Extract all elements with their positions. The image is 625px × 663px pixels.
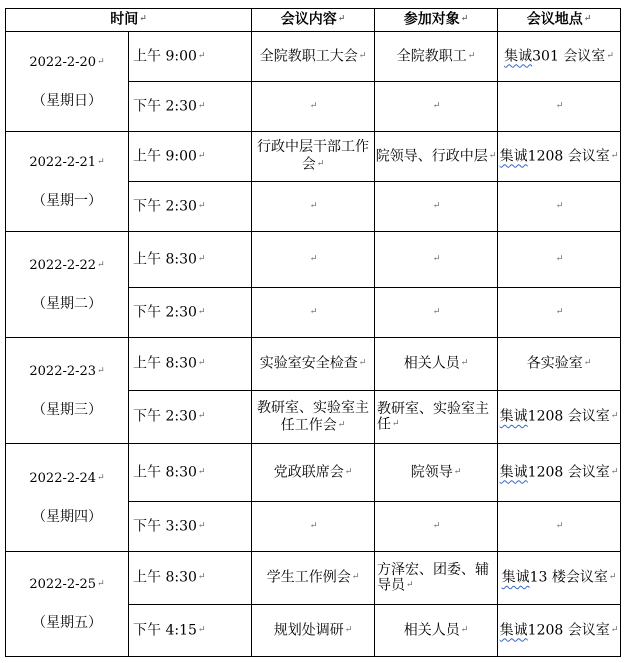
time-cell: 上午 8:30↵: [129, 444, 252, 502]
date-text: 2022-2-21↵: [29, 154, 105, 170]
date-text: 2022-2-23↵: [29, 363, 105, 379]
weekday-text: （星期日）: [32, 92, 102, 109]
header-place: 会议地点↵: [498, 9, 621, 32]
weekday-text: （星期三）: [32, 401, 102, 418]
weekday-text: （星期五）: [32, 615, 102, 631]
target-cell: ↵: [375, 232, 498, 288]
table-row: [6, 444, 621, 502]
content-cell: ↵: [252, 288, 375, 338]
time-cell: 下午 2:30↵: [129, 288, 252, 338]
place-cell: 集诚1208 会议室↵: [498, 132, 621, 182]
target-cell: 相关人员↵: [375, 605, 498, 657]
target-cell: 方泽宏、团委、辅导员↵: [375, 552, 498, 605]
table-row: [6, 32, 621, 82]
time-cell: 上午 9:00↵: [129, 132, 252, 182]
date-cell: [6, 338, 129, 444]
target-cell: 全院教职工↵: [375, 32, 498, 82]
content-cell: 实验室安全检查↵: [252, 338, 375, 391]
place-cell: ↵: [498, 182, 621, 232]
table-row: [6, 232, 621, 288]
time-cell: 下午 4:15↵: [129, 605, 252, 657]
content-cell: 教研室、实验室主任工作会↵: [252, 391, 375, 444]
content-cell: 学生工作例会↵: [252, 552, 375, 605]
target-cell: ↵: [375, 288, 498, 338]
date-text: 2022-2-24↵: [29, 470, 105, 486]
weekday-text: （星期四）: [32, 508, 102, 525]
time-cell: 下午 2:30↵: [129, 391, 252, 444]
place-cell: ↵: [498, 232, 621, 288]
date-cell: [6, 552, 129, 657]
target-cell: ↵: [375, 82, 498, 132]
content-cell: 党政联席会↵: [252, 444, 375, 502]
place-cell: 集诚1208 会议室↵: [498, 391, 621, 444]
time-cell: 下午 2:30↵: [129, 82, 252, 132]
place-cell: 各实验室↵: [498, 338, 621, 391]
content-cell: 全院教职工大会↵: [252, 32, 375, 82]
content-cell: ↵: [252, 182, 375, 232]
table-row: [6, 132, 621, 182]
content-cell: ↵: [252, 82, 375, 132]
place-cell: 集诚301 会议室↵: [498, 32, 621, 82]
date-cell: [6, 132, 129, 232]
target-cell: 院领导、行政中层↵: [375, 132, 498, 182]
target-cell: 院领导↵: [375, 444, 498, 502]
target-cell: 教研室、实验室主任↵: [375, 391, 498, 444]
place-cell: 集诚1208 会议室↵: [498, 605, 621, 657]
date-cell: [6, 232, 129, 338]
time-cell: 上午 9:00↵: [129, 32, 252, 82]
place-cell: 集诚13 楼会议室↵: [498, 552, 621, 605]
content-cell: 行政中层干部工作会↵: [252, 132, 375, 182]
header-content: 会议内容↵: [252, 9, 375, 32]
place-cell: ↵: [498, 502, 621, 552]
time-cell: 下午 2:30↵: [129, 182, 252, 232]
content-cell: ↵: [252, 232, 375, 288]
content-cell: 规划处调研↵: [252, 605, 375, 657]
header-time: 时间↵: [6, 9, 252, 32]
place-cell: ↵: [498, 288, 621, 338]
time-cell: 上午 8:30↵: [129, 552, 252, 605]
time-cell: 上午 8:30↵: [129, 232, 252, 288]
weekday-text: （星期一）: [32, 192, 102, 209]
header-target: 参加对象↵: [375, 9, 498, 32]
place-cell: 集诚1208 会议室↵: [498, 444, 621, 502]
schedule-sheet: [5, 8, 621, 657]
place-cell: ↵: [498, 82, 621, 132]
date-text: 2022-2-20↵: [29, 54, 105, 70]
target-cell: ↵: [375, 502, 498, 552]
content-cell: ↵: [252, 502, 375, 552]
date-cell: [6, 32, 129, 132]
header-row: [6, 9, 621, 32]
date-cell: [6, 444, 129, 552]
weekday-text: （星期二）: [32, 295, 102, 312]
time-cell: 下午 3:30↵: [129, 502, 252, 552]
table-row: [6, 552, 621, 605]
target-cell: ↵: [375, 182, 498, 232]
meeting-schedule-table: [5, 8, 621, 657]
target-cell: 相关人员↵: [375, 338, 498, 391]
time-cell: 上午 8:30↵: [129, 338, 252, 391]
date-text: 2022-2-25↵: [29, 577, 105, 592]
date-text: 2022-2-22↵: [29, 257, 105, 273]
table-row: [6, 338, 621, 391]
